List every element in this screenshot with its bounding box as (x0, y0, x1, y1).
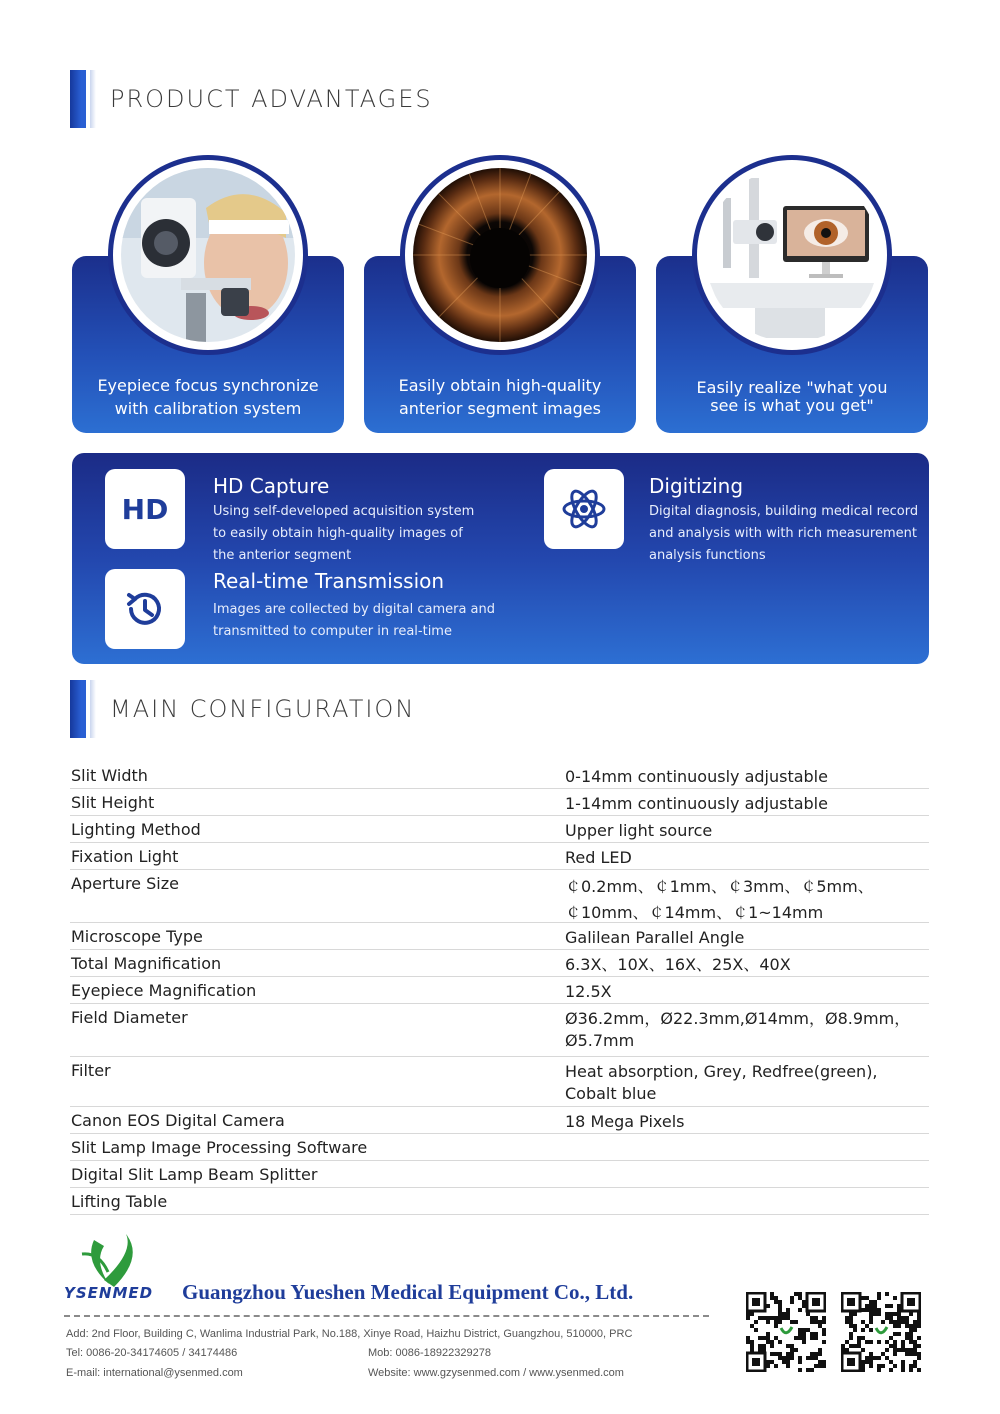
config-key: Aperture Size (71, 874, 179, 893)
config-row (70, 762, 929, 789)
config-key: Total Magnification (71, 954, 222, 973)
iris-closeup-photo (413, 168, 587, 342)
config-row (70, 1107, 929, 1134)
config-row (70, 923, 929, 950)
advantage-card-1 (72, 256, 344, 433)
config-value: 6.3X、10X、16X、25X、40X (565, 955, 791, 974)
config-row (70, 816, 929, 843)
config-value: Galilean Parallel Angle (565, 928, 745, 947)
address-text: Add: 2nd Floor, Building C, Wanlima Industrial Park, No.188, Xinye Road, Haizhu District, Guangzhou, 510000, PRC (66, 1328, 633, 1340)
config-value: ￠0.2mm、￠1mm、￠3mm、￠5mm、 ￠10mm、￠14mm、￠1~14mm (565, 877, 874, 922)
config-key: Slit Lamp Image Processing Software (71, 1138, 368, 1157)
config-row (70, 843, 929, 870)
slit-lamp-exam-photo (121, 168, 295, 342)
feature-desc-digitizing: Digital diagnosis, building medical record and analysis with with rich measurement analysis functions (649, 504, 919, 563)
configuration-table (70, 762, 929, 1215)
config-key: Filter (71, 1061, 111, 1080)
config-value: 0-14mm continuously adjustable (565, 767, 828, 786)
config-key: Canon EOS Digital Camera (71, 1111, 285, 1130)
website-text: Website: www.gzysenmed.com / www.ysenmed.com (368, 1367, 624, 1379)
config-key: Slit Height (71, 793, 155, 812)
feature-desc-realtime: Images are collected by digital camera and transmitted to computer in real-time (213, 602, 496, 639)
config-key: Digital Slit Lamp Beam Splitter (71, 1165, 318, 1184)
config-value: 18 Mega Pixels (565, 1112, 685, 1131)
config-value: 1-14mm continuously adjustable (565, 794, 828, 813)
qr-code-icon[interactable] (841, 1292, 921, 1372)
features-panel (72, 453, 929, 664)
advantage-caption: Eyepiece focus synchronize with calibration system (97, 376, 319, 418)
config-value: 12.5X (565, 982, 612, 1001)
feature-title-digitizing: Digitizing (649, 474, 744, 498)
config-key: Microscope Type (71, 927, 203, 946)
config-key: Eyepiece Magnification (71, 981, 257, 1000)
accent-bar (70, 680, 86, 738)
feature-desc-hd: Using self-developed acquisition system to easily obtain high-quality images of the anterior segment (213, 504, 475, 563)
config-row (70, 1004, 929, 1057)
config-row (70, 977, 929, 1004)
history-clock-icon (105, 569, 185, 649)
config-value (565, 1138, 929, 1160)
section-title: PRODUCT ADVANTAGES (110, 85, 433, 113)
config-key: Lighting Method (71, 820, 201, 839)
config-key: Field Diameter (71, 1008, 188, 1027)
config-row (70, 1188, 929, 1215)
email-text: E-mail: international@ysenmed.com (66, 1367, 243, 1379)
config-key: Fixation Light (71, 847, 179, 866)
advantage-card-3 (656, 256, 928, 433)
config-value (565, 1165, 929, 1187)
config-row (70, 1161, 929, 1188)
slit-lamp-with-monitor-photo (705, 168, 879, 342)
hd-icon: HD (105, 469, 185, 549)
feature-title-hd: HD Capture (213, 474, 330, 498)
config-value: Upper light source (565, 821, 713, 840)
accent-bar (70, 70, 86, 128)
divider (64, 1315, 709, 1317)
config-value: Ø36.2mm，Ø22.3mm,Ø14mm，Ø8.9mm， Ø5.7mm (565, 1009, 911, 1050)
config-key: Slit Width (71, 766, 148, 785)
advantage-caption: Easily realize "what you see is what you get" (696, 378, 888, 415)
company-name: Guangzhou Yueshen Medical Equipment Co., Ltd. (182, 1280, 634, 1304)
advantage-caption: Easily obtain high-quality anterior segment images (398, 376, 602, 418)
section-header-configuration (70, 680, 415, 738)
atom-icon (544, 469, 624, 549)
tel-text: Tel: 0086-20-34174605 / 34174486 (66, 1347, 238, 1359)
config-value (565, 1192, 929, 1214)
config-row (70, 950, 929, 977)
config-row (70, 1134, 929, 1161)
qr-code-icon[interactable] (746, 1292, 826, 1372)
config-row (70, 789, 929, 816)
mob-text: Mob: 0086-18922329278 (368, 1347, 491, 1359)
feature-title-realtime: Real-time Transmission (213, 569, 445, 593)
config-value: Red LED (565, 848, 632, 867)
section-title: MAIN CONFIGURATION (110, 695, 416, 723)
config-value: Heat absorption, Grey, Redfree(green), Cobalt blue (565, 1062, 878, 1103)
config-row (70, 1057, 929, 1107)
advantage-card-2 (364, 256, 636, 433)
config-key: Lifting Table (71, 1192, 168, 1211)
config-row (70, 870, 929, 923)
section-header-advantages (70, 70, 433, 128)
ysenmed-logo: YSENMED (64, 1232, 164, 1302)
